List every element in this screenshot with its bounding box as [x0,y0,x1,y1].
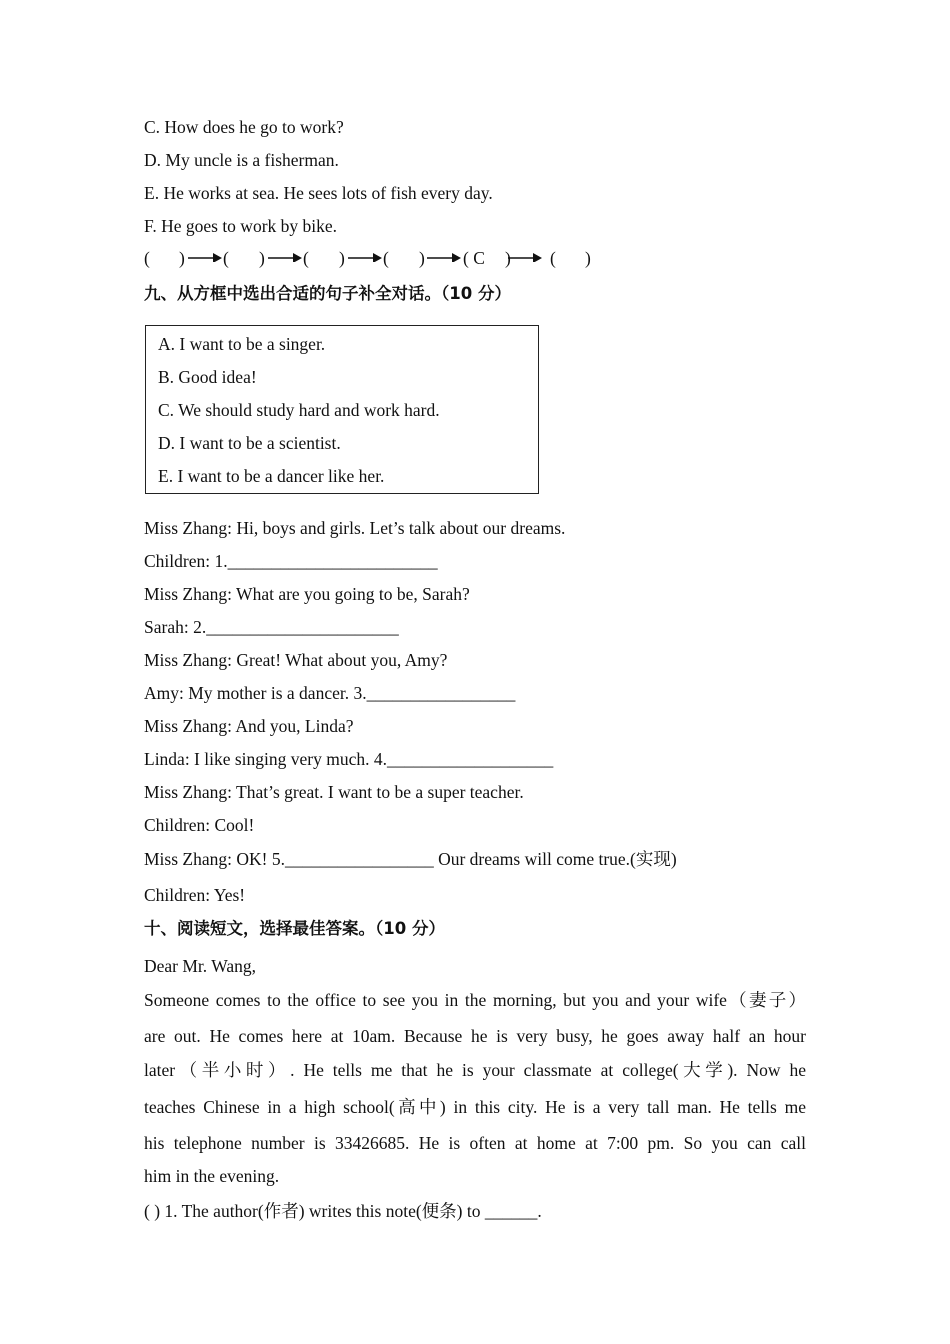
seq-paren-6-open: ( [550,248,556,268]
question-1: ( ) 1. The author(作者) writes this note(便条) to ______. [144,1201,542,1221]
seq-paren-6-close: ) [585,248,591,268]
dialogue-line: Children: Yes! [144,885,246,905]
seq-paren-2-close: ) [259,248,265,268]
option-a: A. I want to be a singer. [158,334,326,354]
seq-paren-5-open: ( C [463,248,485,268]
dialogue-line: Miss Zhang: What are you going to be, Sarah? [144,584,470,604]
dialogue-line: Miss Zhang: Hi, boys and girls. Let’s talk about our dreams. [144,518,566,538]
arrow-right-icon [346,248,382,262]
dialogue-line: Miss Zhang: OK! 5._________________ Our dreams will come true.(实现) [144,849,677,869]
seq-paren-3-close: ) [339,248,345,268]
option-c: C. We should study hard and work hard. [158,400,440,420]
paragraph-line: teaches Chinese in a high school(高中) in this city. He is a very tall man. He tells me [144,1097,806,1117]
matching-line-c: C. How does he go to work? [144,117,344,137]
dialogue-line: Amy: My mother is a dancer. 3._________________ [144,683,516,703]
matching-line-f: F. He goes to work by bike. [144,216,338,236]
option-d: D. I want to be a scientist. [158,433,341,453]
seq-paren-4-close: ) [419,248,425,268]
seq-paren-1-open: ( [144,248,150,268]
letter-paragraph [144,989,806,1189]
paragraph-line: Someone comes to the office to see you in the morning, but you and your wife（妻子） [144,990,806,1010]
dialogue-line: Linda: I like singing very much. 4.___________________ [144,749,554,769]
dialogue-line: Miss Zhang: And you, Linda? [144,716,354,736]
section-9-heading: 九、从方框中选出合适的句子补全对话。（10 分） [144,284,511,303]
letter-greeting: Dear Mr. Wang, [144,956,256,976]
arrow-right-icon [506,248,542,262]
seq-paren-5-close: ) [505,248,511,268]
answer-sequence [144,248,644,272]
seq-paren-3-open: ( [303,248,309,268]
option-b: B. Good idea! [158,367,257,387]
dialogue-line: Sarah: 2.______________________ [144,617,399,637]
dialogue-line: Miss Zhang: Great! What about you, Amy? [144,650,448,670]
seq-paren-2-open: ( [223,248,229,268]
seq-paren-1-close: ) [179,248,185,268]
dialogue-line: Children: 1.________________________ [144,551,438,571]
options-box [145,325,539,494]
section-10-heading: 十、阅读短文，选择最佳答案。（10 分） [144,919,445,938]
matching-line-d: D. My uncle is a fisherman. [144,150,339,170]
matching-line-e: E. He works at sea. He sees lots of fish every day. [144,183,493,203]
paragraph-line: are out. He comes here at 10am. Because he is very busy, he goes away half an hour [144,1026,806,1046]
arrow-right-icon [186,248,222,262]
dialogue-line: Miss Zhang: That’s great. I want to be a super teacher. [144,782,524,802]
arrow-right-icon [266,248,302,262]
option-e: E. I want to be a dancer like her. [158,466,385,486]
paragraph-line: later（半小时）. He tells me that he is your classmate at college(大学). Now he [144,1060,806,1080]
paragraph-line: him in the evening. [144,1166,280,1186]
paragraph-line: his telephone number is 33426685. He is often at home at 7:00 pm. So you can call [144,1133,806,1153]
seq-paren-4-open: ( [383,248,389,268]
arrow-right-icon [425,248,461,262]
dialogue-line: Children: Cool! [144,815,255,835]
